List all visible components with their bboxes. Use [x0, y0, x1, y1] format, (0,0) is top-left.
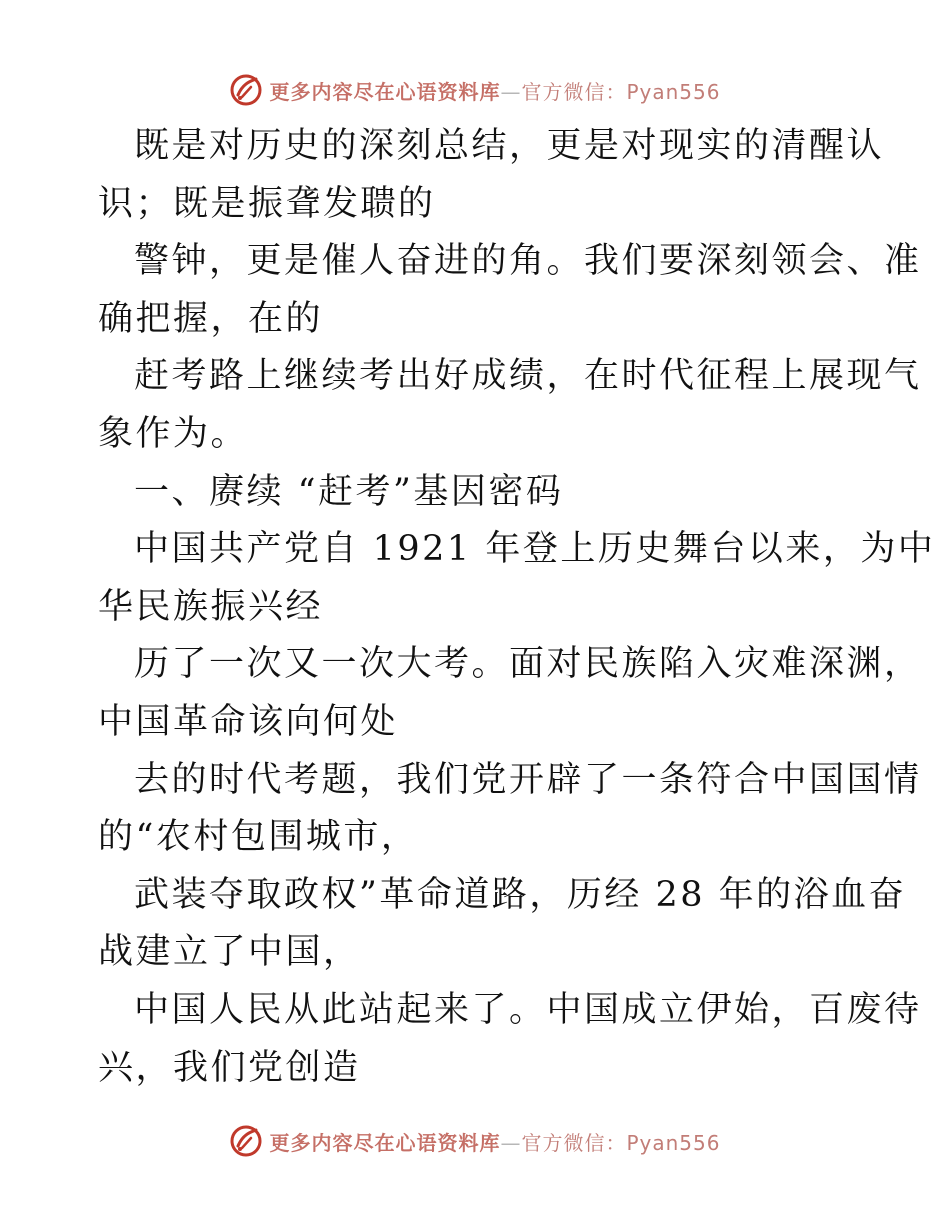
- brand-logo-icon: [229, 73, 263, 107]
- watermark-separator: —: [500, 79, 522, 104]
- paragraph: [98, 348, 922, 463]
- text-line: 警钟，更是催人奋进的角。我们要深刻领会、准: [134, 241, 922, 282]
- text-line: 去的时代考题，我们党开辟了一条符合中国国情: [134, 759, 922, 800]
- watermark-separator: —: [500, 1130, 522, 1155]
- text-line: 历了一次又一次大考。面对民族陷入灾难深渊，: [134, 644, 922, 685]
- watermark-brand: 更多内容尽在心语资料库: [269, 1130, 501, 1155]
- text-line: 既是对历史的深刻总结，更是对现实的清醒认: [134, 126, 885, 166]
- text-line: 识；既是振聋发聩的: [98, 183, 436, 224]
- header-watermark: [0, 68, 950, 112]
- text-line: 中国人民从此站起来了。中国成立伊始，百废待: [134, 989, 922, 1030]
- brand-logo-icon: [229, 1124, 263, 1158]
- section-heading: [98, 464, 858, 522]
- paragraph: [98, 867, 907, 982]
- text-line: 象作为。: [98, 413, 249, 454]
- watermark-contact: 官方微信：Pyan556: [521, 1130, 721, 1155]
- footer-watermark: [0, 1119, 950, 1163]
- paragraph: [98, 118, 885, 233]
- paragraph: [98, 752, 922, 867]
- text-line: 赶考路上继续考出好成绩，在时代征程上展现气: [134, 356, 922, 397]
- paragraph: [98, 636, 922, 751]
- text-line: 中国共产党自 1921 年登上历史舞台以来，为中: [134, 529, 936, 570]
- text-line: 华民族振兴经: [98, 586, 324, 627]
- text-line: 一、赓续 “赶考”基因密码: [134, 471, 564, 512]
- text-line: 战建立了中国，: [98, 932, 361, 973]
- text-line: 确把握，在的: [98, 298, 324, 339]
- paragraph: [98, 982, 922, 1097]
- text-line: 武装夺取政权”革命道路，历经 28 年的浴血奋: [134, 874, 907, 915]
- paragraph: [98, 521, 936, 636]
- document-body: [98, 118, 936, 1097]
- paragraph: [98, 233, 922, 348]
- text-line: 的“农村包围城市，: [98, 817, 419, 858]
- watermark-brand: 更多内容尽在心语资料库: [269, 79, 501, 104]
- text-line: 中国革命该向何处: [98, 701, 399, 742]
- watermark-contact: 官方微信：Pyan556: [521, 79, 721, 104]
- text-line: 兴，我们党创造: [98, 1047, 361, 1088]
